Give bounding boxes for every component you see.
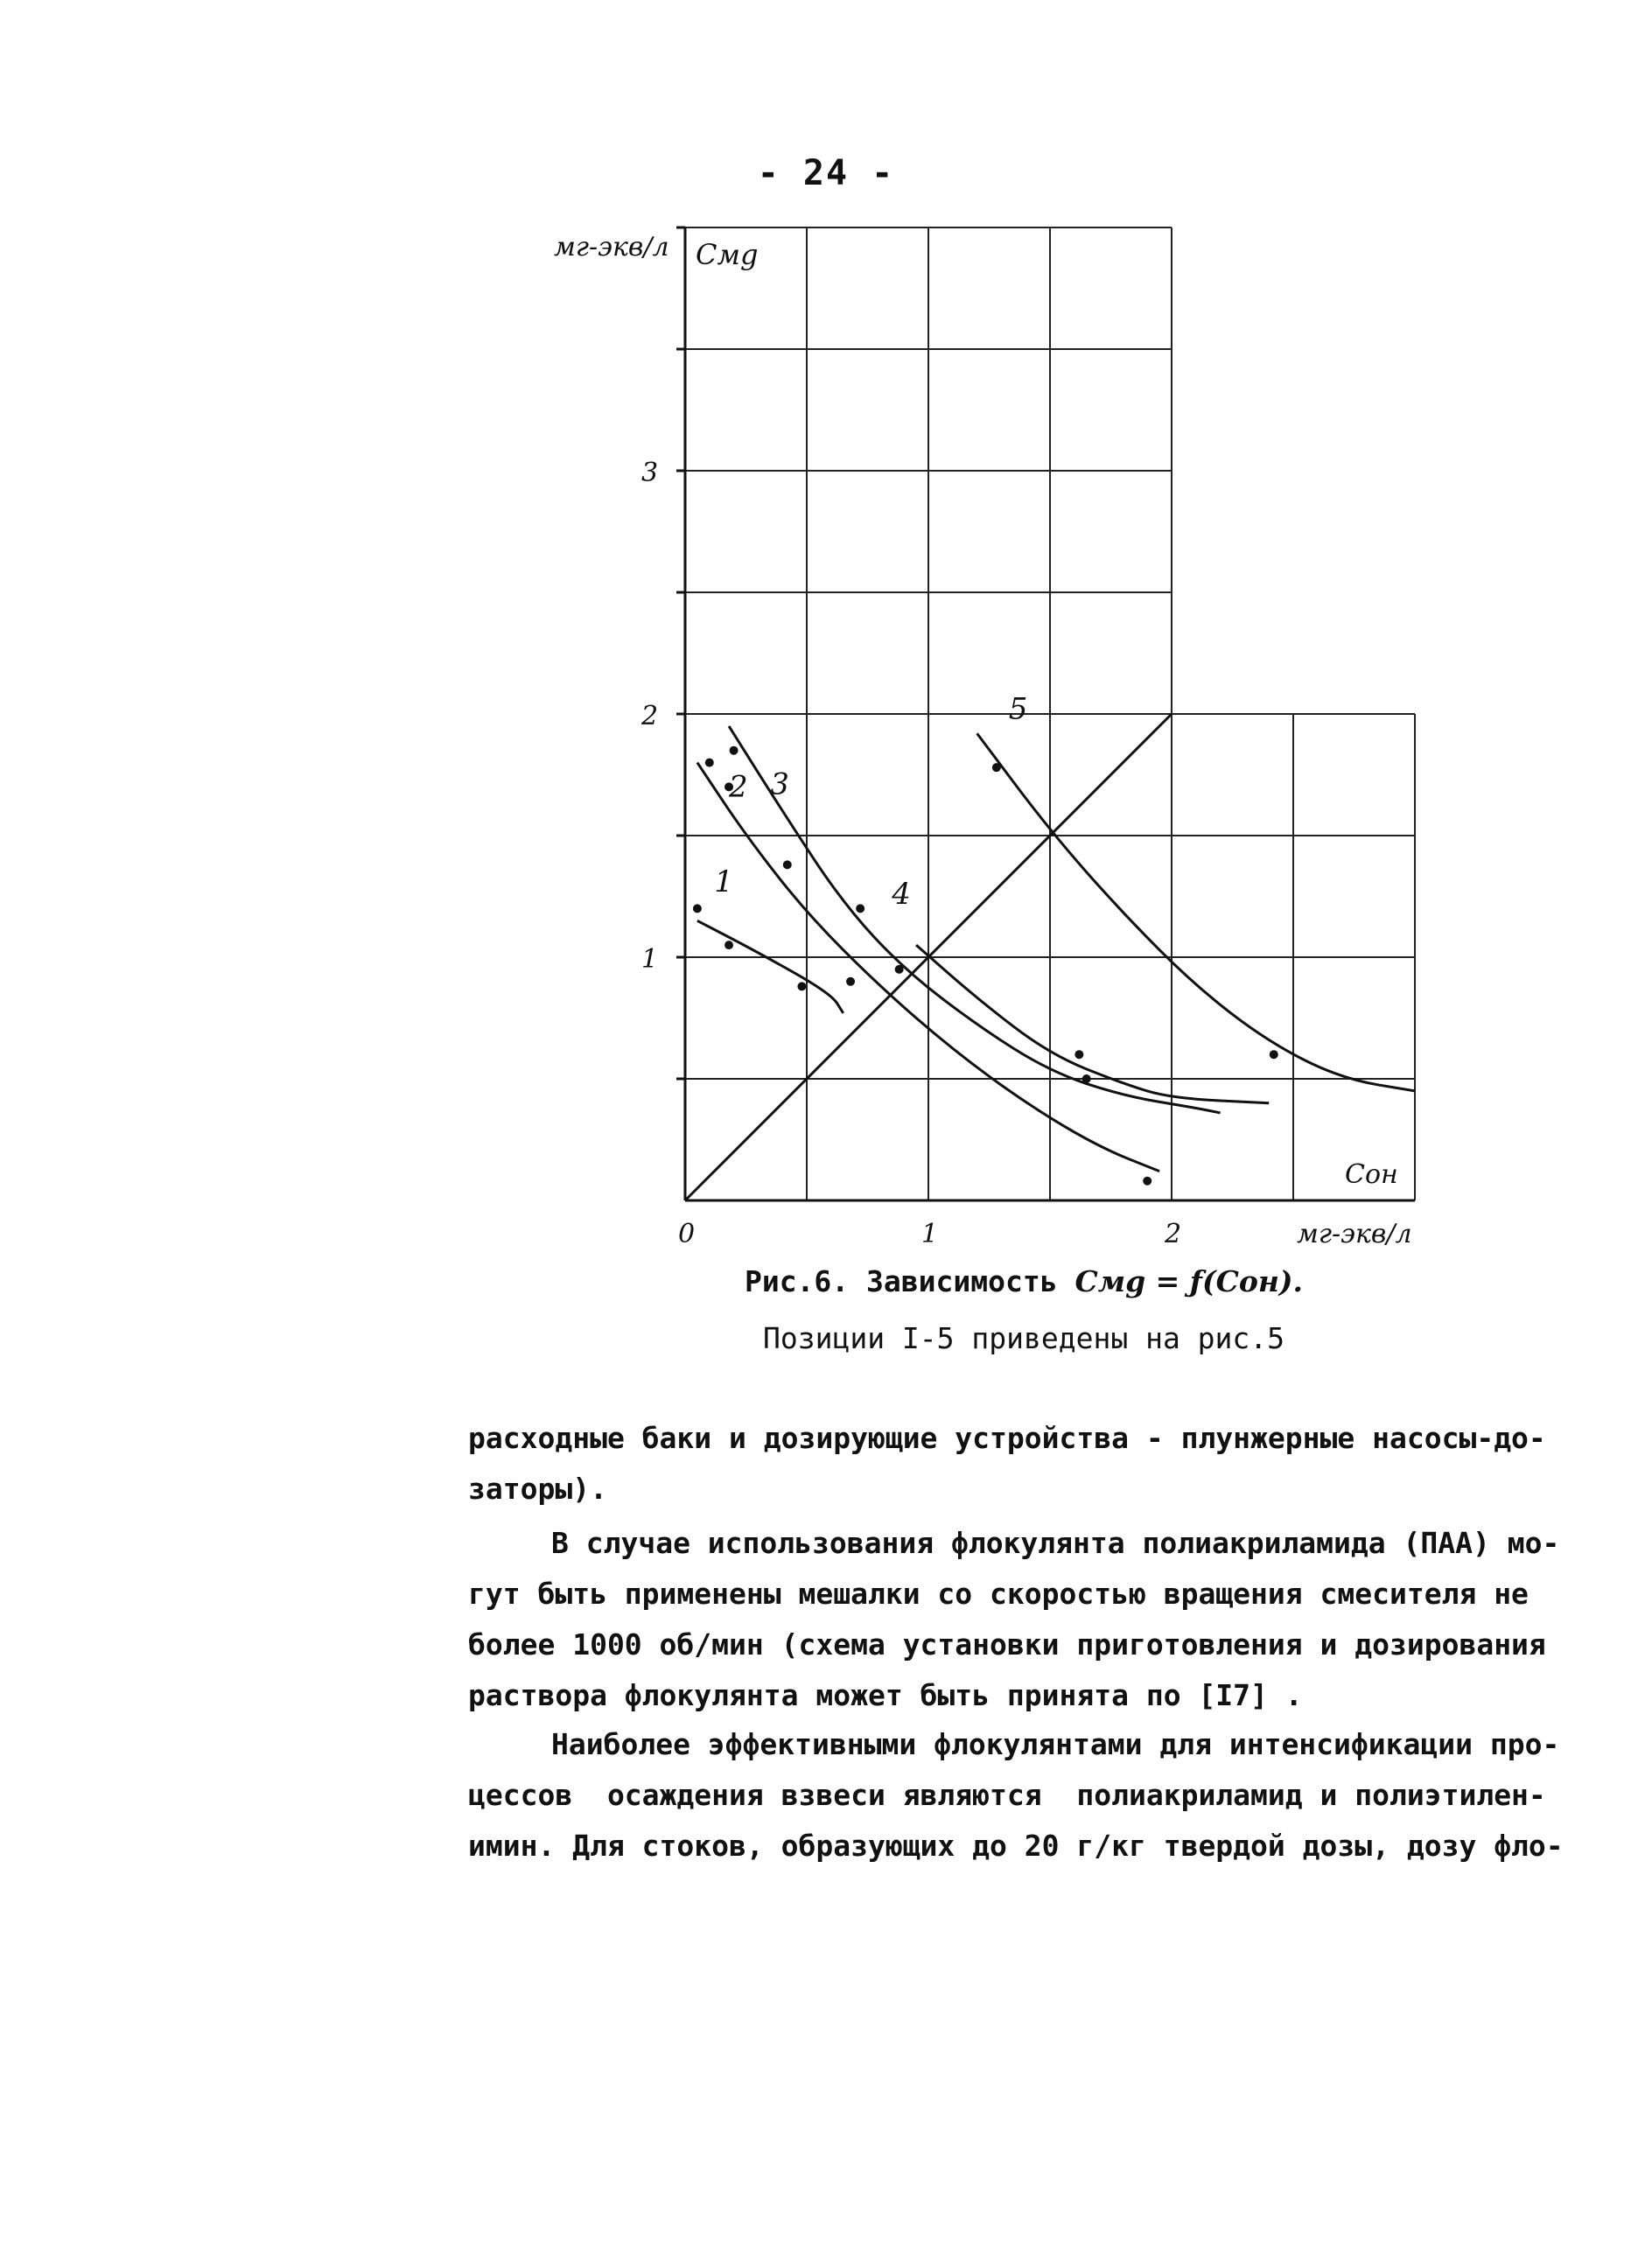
grid-lines bbox=[685, 227, 1415, 1200]
data-point bbox=[846, 977, 855, 986]
series-label-3: 3 bbox=[770, 766, 789, 802]
data-point bbox=[705, 759, 714, 767]
data-point bbox=[992, 763, 1001, 772]
x-tick-label: 2 bbox=[1165, 1219, 1182, 1249]
paragraph-2 bbox=[468, 1518, 1560, 1721]
page-number: - 24 - bbox=[757, 153, 895, 193]
series-label-1: 1 bbox=[714, 864, 734, 899]
x-axis-unit: мг-экв/л bbox=[1297, 1219, 1412, 1249]
y-tick-label: 2 bbox=[641, 701, 659, 731]
text-line: Наиболее эффективными флокулянтами для интенсификации про- bbox=[551, 1727, 1560, 1761]
text-line: В случае использования флокулянта полиакриламида (ПАА) мо- bbox=[551, 1526, 1560, 1560]
paragraph-1 bbox=[468, 1413, 1549, 1515]
y-axis-unit: мг-экв/л bbox=[554, 232, 669, 262]
series-label-2: 2 bbox=[729, 769, 748, 805]
x-axis-symbol: Cон bbox=[1345, 1159, 1398, 1190]
series-line-1 bbox=[697, 920, 844, 1013]
series-label-4: 4 bbox=[892, 876, 911, 912]
data-point bbox=[1270, 1050, 1278, 1059]
text-line: цессов осаждения взвеси являются полиакриламид и полиэтилен- bbox=[468, 1778, 1546, 1812]
data-point bbox=[724, 941, 733, 949]
data-point bbox=[1082, 1074, 1091, 1083]
series-line-5 bbox=[977, 733, 1415, 1091]
y-axis-symbol: Cмg bbox=[696, 238, 759, 271]
text-line: заторы). bbox=[468, 1472, 607, 1506]
data-point bbox=[1074, 1050, 1083, 1059]
data-point bbox=[1143, 1177, 1152, 1186]
data-point bbox=[693, 904, 702, 913]
series-label-5: 5 bbox=[1008, 691, 1028, 727]
caption-formula: Cмg = ƒ(Cон). bbox=[1074, 1264, 1304, 1298]
data-point bbox=[783, 860, 792, 869]
text-line: гут быть применены мешалки со скоростью вращения смесителя не bbox=[468, 1577, 1529, 1611]
figure-caption-note: Позиции I-5 приведены на рис.5 bbox=[762, 1321, 1285, 1355]
caption-prefix: Рис.6. Зависимость bbox=[744, 1264, 1075, 1298]
y-tick-label: 1 bbox=[641, 944, 659, 975]
paragraph-3 bbox=[468, 1719, 1564, 1872]
data-point bbox=[797, 982, 806, 990]
data-point bbox=[856, 904, 864, 913]
text-line: имин. Для стоков, образующих до 20 г/кг твердой дозы, дозу фло- bbox=[468, 1829, 1564, 1863]
series-line-3 bbox=[729, 726, 1221, 1113]
x-tick-label: 0 bbox=[678, 1219, 696, 1249]
data-point bbox=[730, 746, 738, 755]
text-line: более 1000 об/мин (схема установки приготовления и дозирования bbox=[468, 1627, 1546, 1662]
y-tick-label: 3 bbox=[641, 458, 659, 488]
text-line: раствора флокулянта может быть принята по [I7] . bbox=[468, 1678, 1303, 1712]
x-tick-label: 1 bbox=[921, 1219, 939, 1249]
text-line: расходные баки и дозирующие устройства - плунжерные насосы-до- bbox=[468, 1421, 1546, 1455]
figure-caption-title bbox=[682, 1264, 1365, 1298]
